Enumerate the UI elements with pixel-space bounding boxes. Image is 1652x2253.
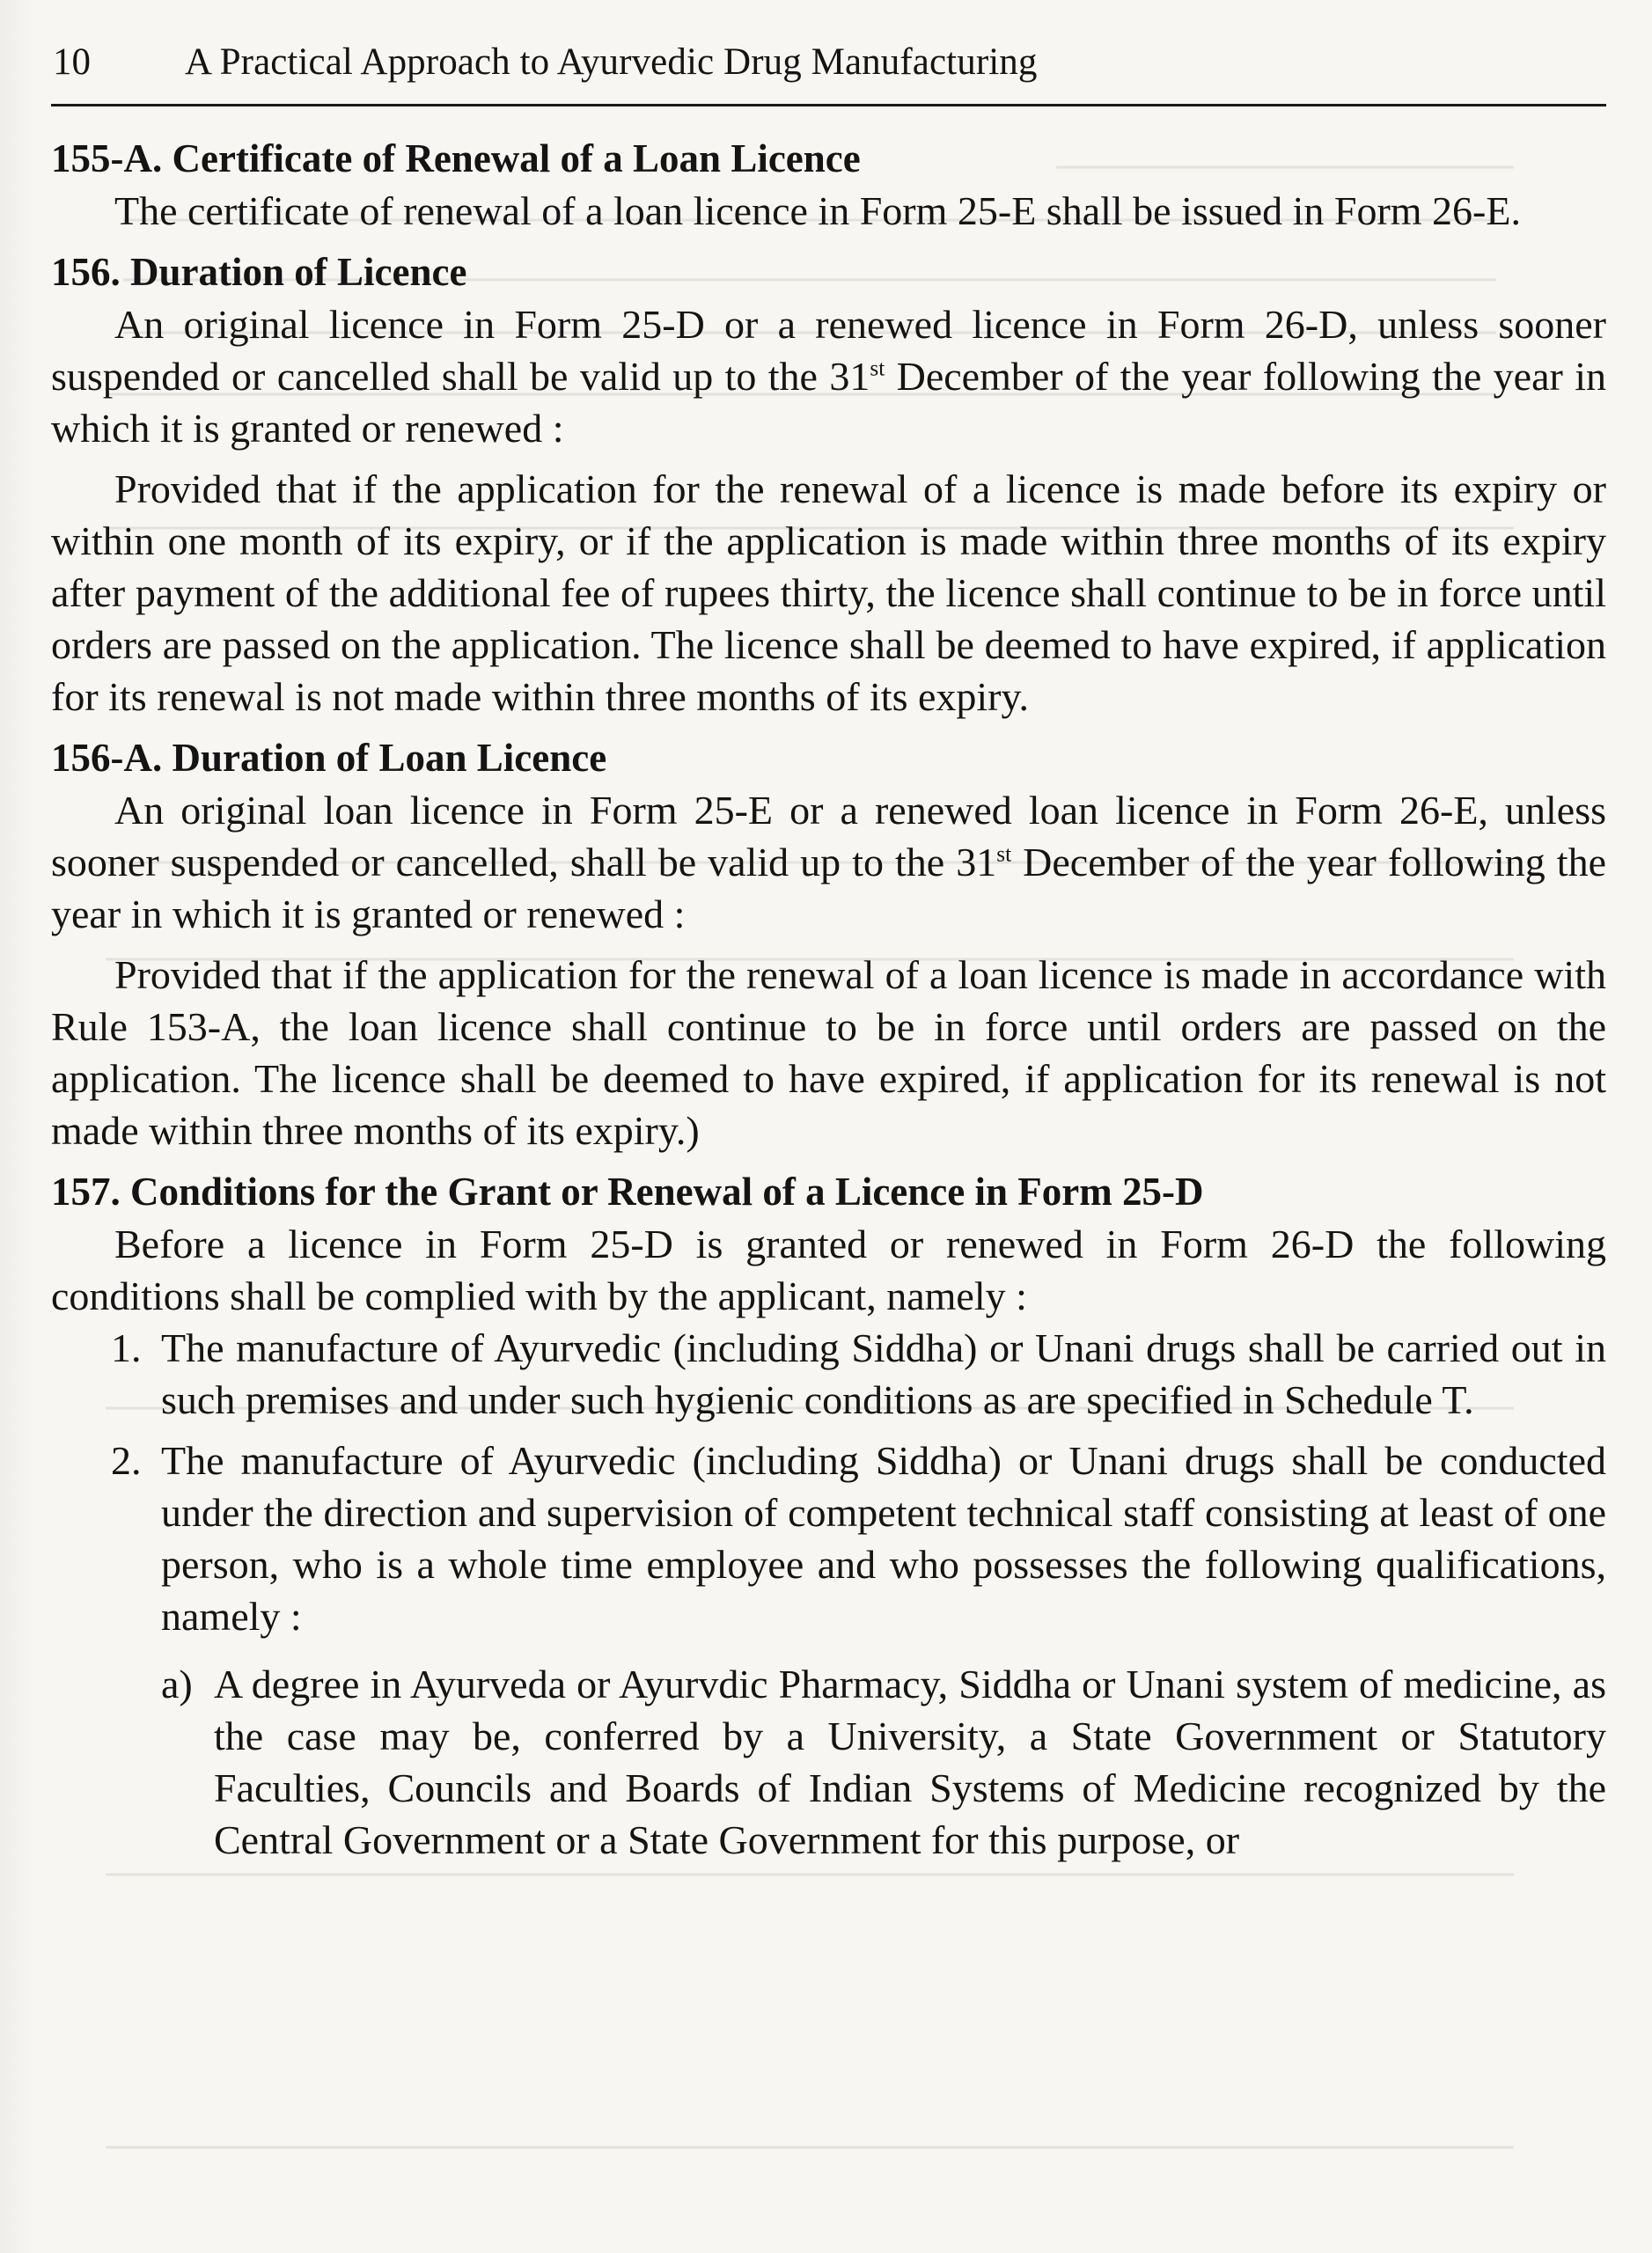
sub-item-text: A degree in Ayurveda or Ayurvdic Pharmacy, Siddha or Unani system of medicine, as the case may be, conferred by a University, a State Government or Statutory Faculties, Councils and Boards of Indian Systems of Medicine recognized by the Central Government or a State Government for this purpose, or bbox=[214, 1662, 1606, 1862]
conditions-list bbox=[51, 1322, 1606, 1642]
list-item-number: 1. bbox=[111, 1325, 142, 1370]
section-156-paragraph-1 bbox=[51, 298, 1606, 454]
list-item bbox=[51, 1322, 1606, 1426]
section-156-text-b: December of the year following the year in which it is granted or renewed : bbox=[51, 354, 1606, 451]
sub-list-item bbox=[51, 1658, 1606, 1866]
section-heading-156a: 156-A. Duration of Loan Licence bbox=[51, 736, 607, 780]
ordinal-suffix: st bbox=[996, 841, 1012, 867]
section-157-intro: Before a licence in Form 25-D is granted or renewed in Form 26-D the following conditions shall be complied with by the applicant, namely : bbox=[51, 1222, 1606, 1318]
list-item-number: 2. bbox=[111, 1438, 142, 1483]
page-header bbox=[51, 32, 1606, 106]
section-156-proviso: Provided that if the application for the renewal of a licence is made before its expiry or within one month of its expiry, or if the application is made within three months of its expiry after payment of the additional fee of rupees thirty, the licence shall continue to be in force until orders are passed on the application. The licence shall be deemed to have expired, if application for its renewal is not made within three months of its expiry. bbox=[51, 466, 1606, 719]
sub-item-marker: a) bbox=[161, 1662, 193, 1706]
running-title: A Practical Approach to Ayurvedic Drug Manufacturing bbox=[185, 41, 1038, 83]
list-item-text: The manufacture of Ayurvedic (including Siddha) or Unani drugs shall be carried out in such premises and under such hygienic conditions as are specified in Schedule T. bbox=[161, 1325, 1606, 1422]
list-item-text: The manufacture of Ayurvedic (including Siddha) or Unani drugs shall be conducted under the direction and supervision of competent technical staff consisting at least of one person, who is a whole time employee and who possesses the following qualifications, namely : bbox=[161, 1438, 1606, 1639]
page-number: 10 bbox=[53, 41, 91, 83]
section-156a-proviso: Provided that if the application for the renewal of a loan licence is made in accordance with Rule 153-A, the loan licence shall continue to be in force until orders are passed on the application. The licence shall be deemed to have expired, if application for its renewal is not made within three months of its expiry.) bbox=[51, 952, 1606, 1153]
section-heading-155a: 155-A. Certificate of Renewal of a Loan Licence bbox=[51, 136, 861, 180]
section-156a-paragraph-1 bbox=[51, 784, 1606, 940]
section-156-text-a: An original licence in Form 25-D or a renewed licence in Form 26-D, unless sooner suspended or cancelled shall be valid up to the 31 bbox=[51, 302, 1606, 399]
section-155a-paragraph: The certificate of renewal of a loan licence in Form 25-E shall be issued in Form 26-E. bbox=[114, 188, 1521, 233]
page-body bbox=[51, 132, 1606, 1866]
ordinal-suffix: st bbox=[870, 356, 885, 381]
section-156a-text-b: December of the year following the year in which it is granted or renewed : bbox=[51, 840, 1606, 936]
section-heading-157: 157. Conditions for the Grant or Renewal of a Licence in Form 25-D bbox=[51, 1170, 1204, 1214]
section-heading-156: 156. Duration of Licence bbox=[51, 250, 467, 294]
list-item bbox=[51, 1435, 1606, 1642]
section-156a-text-a: An original loan licence in Form 25-E or a renewed loan licence in Form 26-E, unless sooner suspended or cancelled, shall be valid up to the 31 bbox=[51, 788, 1606, 884]
